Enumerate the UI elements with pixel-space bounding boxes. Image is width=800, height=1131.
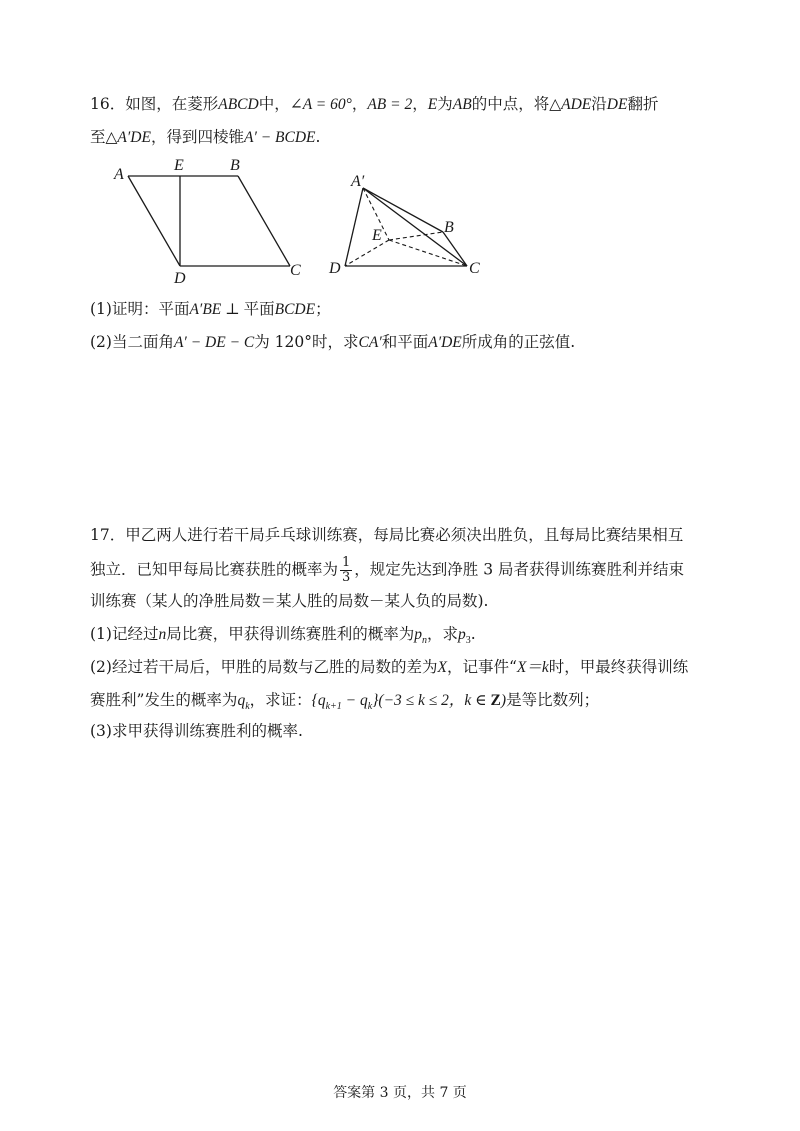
- q17-part2-line1: [90, 656, 688, 679]
- q16-text: 和平面: [381, 333, 429, 351]
- q16-number: 16．: [90, 95, 126, 113]
- hidden-edge-EC: [389, 240, 467, 266]
- q16-math-plane2: BCDE: [274, 301, 316, 318]
- q16-text: 的中点，将: [471, 95, 550, 113]
- q17-math-sequence: [311, 692, 507, 713]
- q16-math-plane1: A′BE: [189, 301, 222, 318]
- q16-text: ，: [351, 95, 368, 113]
- label-E: E: [174, 157, 184, 174]
- q16-part2: [90, 331, 575, 354]
- q16-text: 所成角的正弦值.: [461, 333, 576, 351]
- q17-text: 训练赛（某人的净胜局数＝某人胜的局数－某人负的局数).: [90, 592, 489, 610]
- q17-math-sub: n: [421, 635, 427, 647]
- label-A: A: [114, 166, 124, 183]
- q17-part1: [90, 623, 476, 652]
- fraction-denominator: 3: [342, 570, 351, 585]
- q17-text: ，规定先达到净胜 3 局者获得训练赛胜利并结束: [354, 560, 685, 579]
- label-E: E: [372, 227, 382, 244]
- q16-text: 翻折: [627, 95, 659, 113]
- label-C: C: [290, 262, 301, 279]
- label-D: D: [174, 270, 186, 287]
- q16-math-angle: ∠A = 60°: [289, 96, 352, 113]
- q17-text: ，求: [426, 625, 458, 643]
- q16-text: ；: [315, 300, 331, 318]
- label-B: B: [230, 157, 240, 174]
- q16-math-rhombus: ABCD: [218, 96, 259, 113]
- q16-math-de: DE: [606, 96, 628, 113]
- q16-math-pyramid: A′ − BCDE: [243, 129, 316, 146]
- label-A-prime: A′: [351, 173, 365, 190]
- segment-BC: [238, 176, 290, 266]
- q17-text: 甲乙两人进行若干局乒乓球训练赛，每局比赛必须决出胜负，且每局比赛结果相互: [125, 526, 684, 544]
- q17-math-part: {q: [311, 692, 326, 709]
- q17-math-sub: k+1: [325, 701, 342, 713]
- q17-math-pn: [414, 626, 427, 647]
- page-footer: 答案第 3 页，共 7 页: [333, 1085, 467, 1101]
- q17-math-event: X＝k: [516, 659, 549, 676]
- q16-text: 如图，在菱形: [125, 95, 219, 113]
- q17-math-part: (−3 ≤ k ≤ 2，k ∈: [378, 692, 491, 709]
- q17-math-p: p: [414, 626, 422, 643]
- q17-text: 时，甲最终获得训练: [548, 658, 689, 676]
- q16-text: (1)证明：平面: [90, 300, 190, 318]
- q16-text: ，得到四棱锥: [150, 128, 244, 146]
- q16-text: 为: [437, 95, 453, 113]
- edge-AB: [363, 188, 443, 232]
- q16-text: 中，: [258, 95, 290, 113]
- segment-DA: [128, 176, 180, 266]
- q17-math-q: q: [237, 692, 246, 709]
- q17-text: .: [470, 625, 476, 643]
- q17-text: (1)记经过: [90, 625, 159, 643]
- q16-text: 平面: [243, 300, 275, 318]
- q16-text: .: [315, 128, 321, 146]
- edge-AD: [345, 188, 363, 266]
- q17-text: 是等比数列；: [506, 691, 600, 709]
- q17-text: 局比赛，甲获得训练赛胜利的概率为: [166, 625, 415, 643]
- q17-math-x: X: [437, 659, 447, 676]
- q16-text: 为 120°时，求: [254, 333, 359, 351]
- q17-text: ，求证：: [249, 691, 312, 709]
- q17-text: 赛胜利”发生的概率为: [90, 691, 238, 709]
- q16-math-line: CA′: [358, 334, 382, 351]
- pyramid-figure: [325, 170, 495, 282]
- q16-text: ，: [412, 95, 428, 113]
- hidden-edge-ED: [345, 240, 389, 266]
- q17-line3: [90, 590, 488, 613]
- q17-text: 独立．已知甲每局比赛获胜的概率为: [90, 560, 339, 579]
- q16-line2: [90, 126, 320, 149]
- q17-math-part: }: [372, 692, 379, 709]
- q17-math-qk: [237, 692, 250, 713]
- q17-line1: [90, 524, 683, 547]
- q16-text: 沿: [591, 95, 607, 113]
- q16-math-plane: A′DE: [428, 334, 462, 351]
- q17-math-part: − q: [341, 692, 368, 709]
- label-D: D: [329, 260, 341, 277]
- q16-math-tri2: △A′DE: [105, 129, 151, 146]
- q17-math-p: p: [458, 626, 466, 643]
- q17-math-part: ): [500, 692, 507, 709]
- q17-math-n: n: [158, 626, 167, 643]
- q17-part2-line2: [90, 689, 599, 718]
- q17-number: 17．: [90, 526, 126, 544]
- q16-math-tri: △ADE: [549, 96, 592, 113]
- edge-BC: [443, 232, 467, 266]
- label-B: B: [444, 219, 454, 236]
- q17-text: (3)求甲获得训练赛胜利的概率.: [90, 722, 303, 740]
- q16-math-ab: AB = 2: [367, 96, 413, 113]
- q17-math-sub: 3: [465, 635, 471, 647]
- rhombus-figure: [100, 152, 320, 287]
- hidden-edge-EB: [389, 232, 443, 240]
- q16-math-e: E: [427, 96, 438, 113]
- q16-math-perp: ⊥: [221, 301, 244, 318]
- fraction-one-third: [340, 556, 352, 585]
- q17-math-sub: k: [245, 701, 250, 713]
- q17-part3: [90, 720, 303, 743]
- q17-text: ，记事件“: [446, 658, 517, 676]
- q16-text: 至: [90, 128, 106, 146]
- q16-math-dihedral: A′ − DE − C: [173, 334, 255, 351]
- q17-math-integers: Z: [490, 692, 501, 709]
- q17-line2: [90, 556, 684, 585]
- q17-math-p3: [458, 626, 471, 647]
- q16-text: (2)当二面角: [90, 333, 174, 351]
- q17-math-sub: k: [367, 701, 373, 713]
- q17-text: (2)经过若干局后，甲胜的局数与乙胜的局数的差为: [90, 658, 438, 676]
- q16-part1: [90, 298, 331, 321]
- q16-math-ab2: AB: [452, 96, 472, 113]
- fraction-numerator: 1: [342, 555, 351, 570]
- q16-line1: [90, 93, 658, 116]
- label-C: C: [469, 260, 480, 277]
